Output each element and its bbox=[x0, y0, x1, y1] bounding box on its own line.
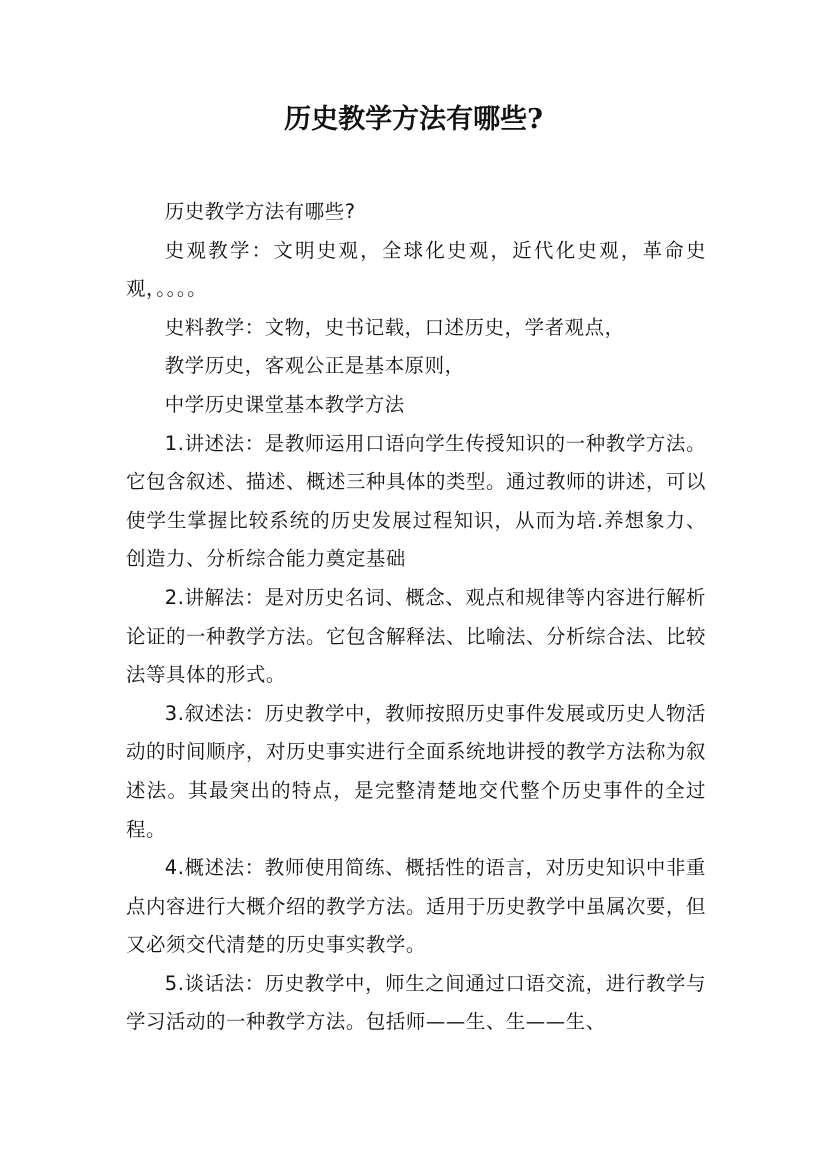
paragraph-method-overview: 4.概述法：教师使用简练、概括性的语言，对历史知识中非重点内容进行大概介绍的教学方法。适用于历史教学中虽属次要，但又必须交代清楚的历史事实教学。 bbox=[126, 856, 706, 957]
paragraph-basic-principle: 教学历史，客观公正是基本原则， bbox=[164, 354, 465, 378]
paragraph-historical-view-teaching: 史观教学：文明史观，全球化史观，近代化史观，革命史观，。。。。 bbox=[126, 238, 706, 301]
paragraph-method-narration: 1.讲述法：是教师运用口语向学生传授知识的一种教学方法。它包含叙述、描述、概述三种具体的类型。通过教师的讲述，可以使学生掌握比较系统的历史发展过程知识，从而为培.养想象力、创造力、分析综合能力奠定基础 bbox=[126, 431, 706, 571]
paragraph-method-account: 3.叙述法：历史教学中，教师按照历史事件发展或历史人物活动的时间顺序，对历史事实进行全面系统地讲授的教学方法称为叙述法。其最突出的特点，是完整清楚地交代整个历史事件的全过程。 bbox=[126, 701, 706, 841]
paragraph-section-heading: 中学历史课堂基本教学方法 bbox=[164, 392, 405, 416]
paragraph-historical-material-teaching: 史料教学：文物，史书记载，口述历史，学者观点， bbox=[164, 315, 625, 339]
document-body bbox=[126, 193, 706, 1042]
document-title: 历史教学方法有哪些? bbox=[284, 104, 543, 135]
paragraph-method-conversation: 5.谈话法：历史教学中，师生之间通过口语交流，进行教学与学习活动的一种教学方法。包括师——生、生——生、 bbox=[126, 971, 706, 1034]
paragraph-intro-question: 历史教学方法有哪些? bbox=[164, 200, 356, 223]
paragraph-method-explanation: 2.讲解法：是对历史名词、概念、观点和规律等内容进行解析论证的一种教学方法。它包含解释法、比喻法、分析综合法、比较法等具体的形式。 bbox=[126, 585, 706, 687]
